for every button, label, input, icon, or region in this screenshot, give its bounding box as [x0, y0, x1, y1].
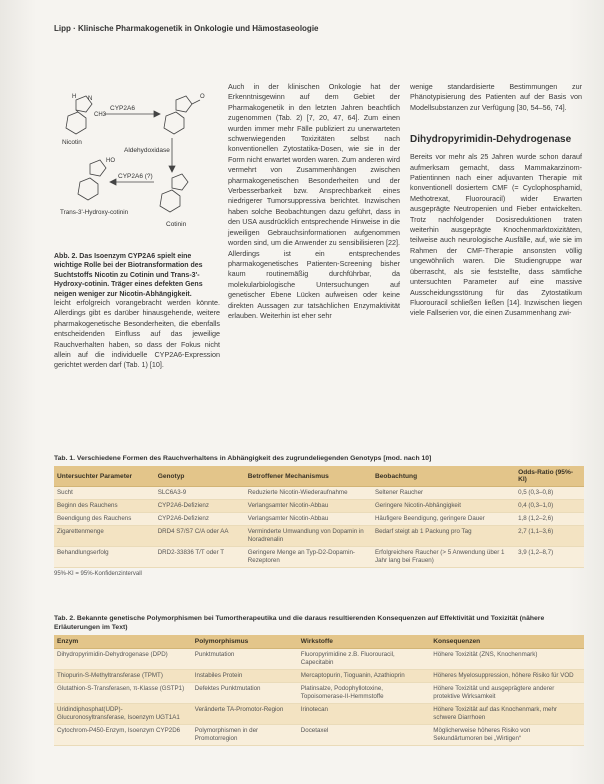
- table-cell: Verminderte Umwandlung von Dopamin in Noradrenalin: [245, 526, 372, 547]
- table-cell: Höhere Toxizität und ausgeprägtere anderer protektive Wirksamkeit: [430, 683, 584, 704]
- table-cell: Defektes Punktmutation: [192, 683, 298, 704]
- atom-n: N: [88, 96, 93, 102]
- table-cell: Cytochrom-P450-Enzym, Isoenzym CYP2D6: [54, 725, 192, 746]
- table-1: [54, 454, 584, 577]
- paragraph: Auch in der klinischen Onkologie hat der Erkenntnisgewinn auf dem Gebiet der Pharmakogenetik in den letzten Jahren beachtlich zugenommen (Tab. 2) [7, 20, 47, 64]. Zum einen wurden immer mehr Fälle publiziert zu unerwarteten schwerwiegenden Toxizitäten selbst nach konventionellen Zytostatika-Dosen, wie sie in der Form nicht erwartet worden waren. Zum anderen wird vermehrt von Zusammenhängen zwischen pharmakogenetischen Besonderheiten und der Verbesserbarkeit bzw. Ansprechbarkeit eines niedrigerer Tumorsuppressiva berichtet. Inzwischen haben solche Beobachtungen dazu geführt, dass in den USA ausdrücklich entsprechende Hinweise in die jeweiligen Gebrauchsinformationen aufgenommen worden sind, um die Anwender zu sensibilisieren [22]. Allerdings ist ein entsprechendes pharmakogenetisches Patienten-Screening bisher kaum routinemäßig durchführbar, da molekularbiologische Untersuchungen auf genetischer Ebene Lücken aufweisen oder keine direkten Aussagen zur tatsächlichen Enzymaktivität erlauben. Weiterhin ist eher sehr: [228, 82, 400, 320]
- column-header: Odds-Ratio (95%-KI): [515, 466, 584, 487]
- table-cell: CYP2A6-Defizienz: [155, 513, 245, 526]
- table-cell: DRD2-33836 T/T oder T: [155, 547, 245, 568]
- table-cell: Veränderte TA-Promotor-Region: [192, 704, 298, 725]
- table-cell: Docetaxel: [298, 725, 431, 746]
- label-nicotin: Nicotin: [62, 139, 82, 146]
- table-row: [54, 670, 584, 683]
- table-cell: Bedarf steigt ab 1 Packung pro Tag: [372, 526, 515, 547]
- table-row: [54, 725, 584, 746]
- table-cell: Geringere Menge an Typ-D2-Dopamin-Rezeptoren: [245, 547, 372, 568]
- column-header: Wirkstoffe: [298, 635, 431, 649]
- table-cell: Irinotecan: [298, 704, 431, 725]
- enzyme-label-cyp2a6: CYP2A6: [110, 105, 135, 112]
- table-cell: Thiopurin-S-Methyltransferase (TPMT): [54, 670, 192, 683]
- table-row: [54, 704, 584, 725]
- cotinine-ring: [176, 96, 192, 112]
- table-cell: Erfolgreichere Raucher (> 5 Anwendung über 1 Jahr lang bei Frauen): [372, 547, 515, 568]
- column-header: Genotyp: [155, 466, 245, 487]
- table-1-caption: Tab. 1. Verschiedene Formen des Rauchverhaltens in Abhängigkeit des zugrundeliegenden Genotyps [mod. nach 10]: [54, 455, 432, 462]
- label-hydroxycotinin: Trans-3'-Hydroxy-cotinin: [60, 209, 129, 216]
- table-row: [54, 683, 584, 704]
- table-cell: Sucht: [54, 487, 155, 500]
- cotinine2-pyridine-ring: [160, 190, 180, 212]
- table-cell: Höheres Myelosuppression, höhere Risiko für VOD: [430, 670, 584, 683]
- column-header: Konsequenzen: [430, 635, 584, 649]
- table-row: [54, 513, 584, 526]
- table-cell: Dihydropyrimidin-Dehydrogenase (DPD): [54, 649, 192, 670]
- table-1-footnote: 95%-KI = 95%-Konfidenzintervall: [54, 571, 142, 577]
- table-cell: 1,8 (1,2–2,6): [515, 513, 584, 526]
- body-column-1: [54, 298, 220, 371]
- metabolism-diagram: [54, 86, 214, 248]
- table-cell: Zigarettenmenge: [54, 526, 155, 547]
- table-cell: Beendigung des Rauchens: [54, 513, 155, 526]
- nicotine-metabolism-figure: [54, 86, 214, 248]
- atom-ch3: CH3: [94, 112, 107, 118]
- table-cell: Verlangsamter Nicotin-Abbau: [245, 500, 372, 513]
- table-cell: Punktmutation: [192, 649, 298, 670]
- label-cotinin: Cotinin: [166, 221, 187, 228]
- table-cell: Behandlungserfolg: [54, 547, 155, 568]
- table-cell: Höhere Toxizität auf das Knochenmark, mehr schwere Diarrhoen: [430, 704, 584, 725]
- table-2-grid: [54, 635, 584, 746]
- hydroxycotinine-pyridine-ring: [78, 178, 98, 200]
- table-2-caption: Tab. 2. Bekannte genetische Polymorphismen bei Tumortherapeutika und die daraus resultierenden Konsequenzen auf Effektivität und Toxizität (nähere Erläuterungen im Text): [54, 615, 545, 631]
- table-cell: Glutathion-S-Transferasen, π-Klasse (GSTP1): [54, 683, 192, 704]
- atom-h: H: [72, 94, 77, 100]
- table-cell: Platinsalze, Podophyllotoxine, Topoisomerase-II-Hemmstoffe: [298, 683, 431, 704]
- body-column-2: [228, 82, 400, 321]
- table-cell: 3,9 (1,2–8,7): [515, 547, 584, 568]
- table-cell: Instabiles Protein: [192, 670, 298, 683]
- column-header: Betroffener Mechanismus: [245, 466, 372, 487]
- table-cell: Höhere Toxizität (ZNS, Knochenmark): [430, 649, 584, 670]
- section-heading: Dihydropyrimidin-Dehydrogenase: [410, 134, 572, 146]
- table-cell: Polymorphismen in der Promotorregion: [192, 725, 298, 746]
- column-header: Beobachtung: [372, 466, 515, 487]
- table-cell: Mercaptopurin, Tioguanin, Azathioprin: [298, 670, 431, 683]
- table-cell: Verlangsamter Nicotin-Abbau: [245, 513, 372, 526]
- enzyme-label-aldehydoxidase: Aldehydoxidase: [124, 147, 170, 154]
- table-cell: Uridindiphosphat(UDP)-Glucuronosyltransferase, Isoenzym UGT1A1: [54, 704, 192, 725]
- table-cell: Häufigere Beendigung, geringere Dauer: [372, 513, 515, 526]
- column-header: Enzym: [54, 635, 192, 649]
- table-header-row: [54, 466, 584, 487]
- table-row: [54, 487, 584, 500]
- table-cell: 0,5 (0,3–0,8): [515, 487, 584, 500]
- table-cell: Beginn des Rauchens: [54, 500, 155, 513]
- enzyme-label-cyp2a6-q: CYP2A6 (?): [118, 173, 153, 180]
- table-1-grid: [54, 466, 584, 568]
- table-row: [54, 500, 584, 513]
- table-row: [54, 649, 584, 670]
- running-head: Lipp · Klinische Pharmakogenetik in Onkologie und Hämostaseologie: [54, 24, 319, 33]
- table-cell: Seltener Raucher: [372, 487, 515, 500]
- table-2: [54, 614, 584, 746]
- column-header: Polymorphismus: [192, 635, 298, 649]
- table-cell: 0,4 (0,3–1,0): [515, 500, 584, 513]
- column-header: Untersuchter Parameter: [54, 466, 155, 487]
- paragraph: Bereits vor mehr als 25 Jahren wurde schon darauf aufmerksam gemacht, dass Mammakarzinom-Patientinnen nach einer adjuvanten Therapie mit konventionell dosiertem CMF (= Cyclophosphamid, Methotrexat, Fluorouracil) wider Erwarten ausgeprägte Neutropenien und Fieber entwickelten. Trotz nachfolgender Dosisreduktionen traten weiterhin ausgeprägte Knochenmarktoxizitäten, teilweise auch neurologische Ausfälle, auf, wie sie im Rahmen der CMF-Therapie ansonsten völlig ungewöhnlich waren. Die Studiengruppe war überrascht, als sie feststellte, dass sämtliche untersuchten Parameter auf eine massive Ausscheidungsstörung für das Zytostatikum Fluorouracil schließen ließen [14]. Inzwischen liegen viele Fallserien vor, die einen Zusammenhang zwi-: [410, 152, 582, 318]
- table-cell: CYP2A6-Defizienz: [155, 500, 245, 513]
- table-cell: DRD4 S7/S7 C/A oder AA: [155, 526, 245, 547]
- table-row: [54, 526, 584, 547]
- atom-ho: HO: [106, 158, 115, 164]
- cotinine2-ring: [172, 174, 188, 190]
- table-row: [54, 547, 584, 568]
- atom-o: O: [200, 94, 205, 100]
- table-cell: Geringere Nicotin-Abhängigkeit: [372, 500, 515, 513]
- figure-caption: Abb. 2. Das Isoenzym CYP2A6 spielt eine wichtige Rolle bei der Biotransformation des Suchtstoffs Nicotin zu Cotinin und Trans-3'-Hydroxy-cotinin. Träger eines defekten Gens neigen weniger zur Nicotin-Abhängigkeit.: [54, 253, 203, 298]
- body-column-3: [410, 82, 582, 319]
- table-cell: Möglicherweise höheres Risiko von Sekundärtumoren bei „Wirtigen“: [430, 725, 584, 746]
- table-cell: Fluoropyrimidine z.B. Fluorouracil, Capecitabin: [298, 649, 431, 670]
- table-cell: SLC6A3-9: [155, 487, 245, 500]
- paragraph: wenige standardisierte Bestimmungen zur Phänotypisierung des Patienten auf der Basis von Modellsubstanzen zur Verfügung [30, 54–56, 74].: [410, 82, 582, 112]
- table-header-row: [54, 635, 584, 649]
- paragraph: leicht erfolgreich vorangebracht werden könnte. Allerdings gibt es darüber hinausgehende, weitere pharmakogenetische Besonderheiten, die ebenfalls entscheidenden Einfluss auf das jeweilige Rauchverhalten haben, so dass der Fokus nicht allein auf die individuelle CYP2A6-Expression gerichtet werden darf (Tab. 1) [10].: [54, 298, 220, 370]
- nicotine-pyridine-ring: [66, 112, 86, 134]
- table-cell: Reduzierte Nicotin-Wiederaufnahme: [245, 487, 372, 500]
- table-cell: 2,7 (1,1–3,6): [515, 526, 584, 547]
- hydroxycotinine-ring: [90, 160, 106, 176]
- cotinine-pyridine-ring: [164, 112, 184, 134]
